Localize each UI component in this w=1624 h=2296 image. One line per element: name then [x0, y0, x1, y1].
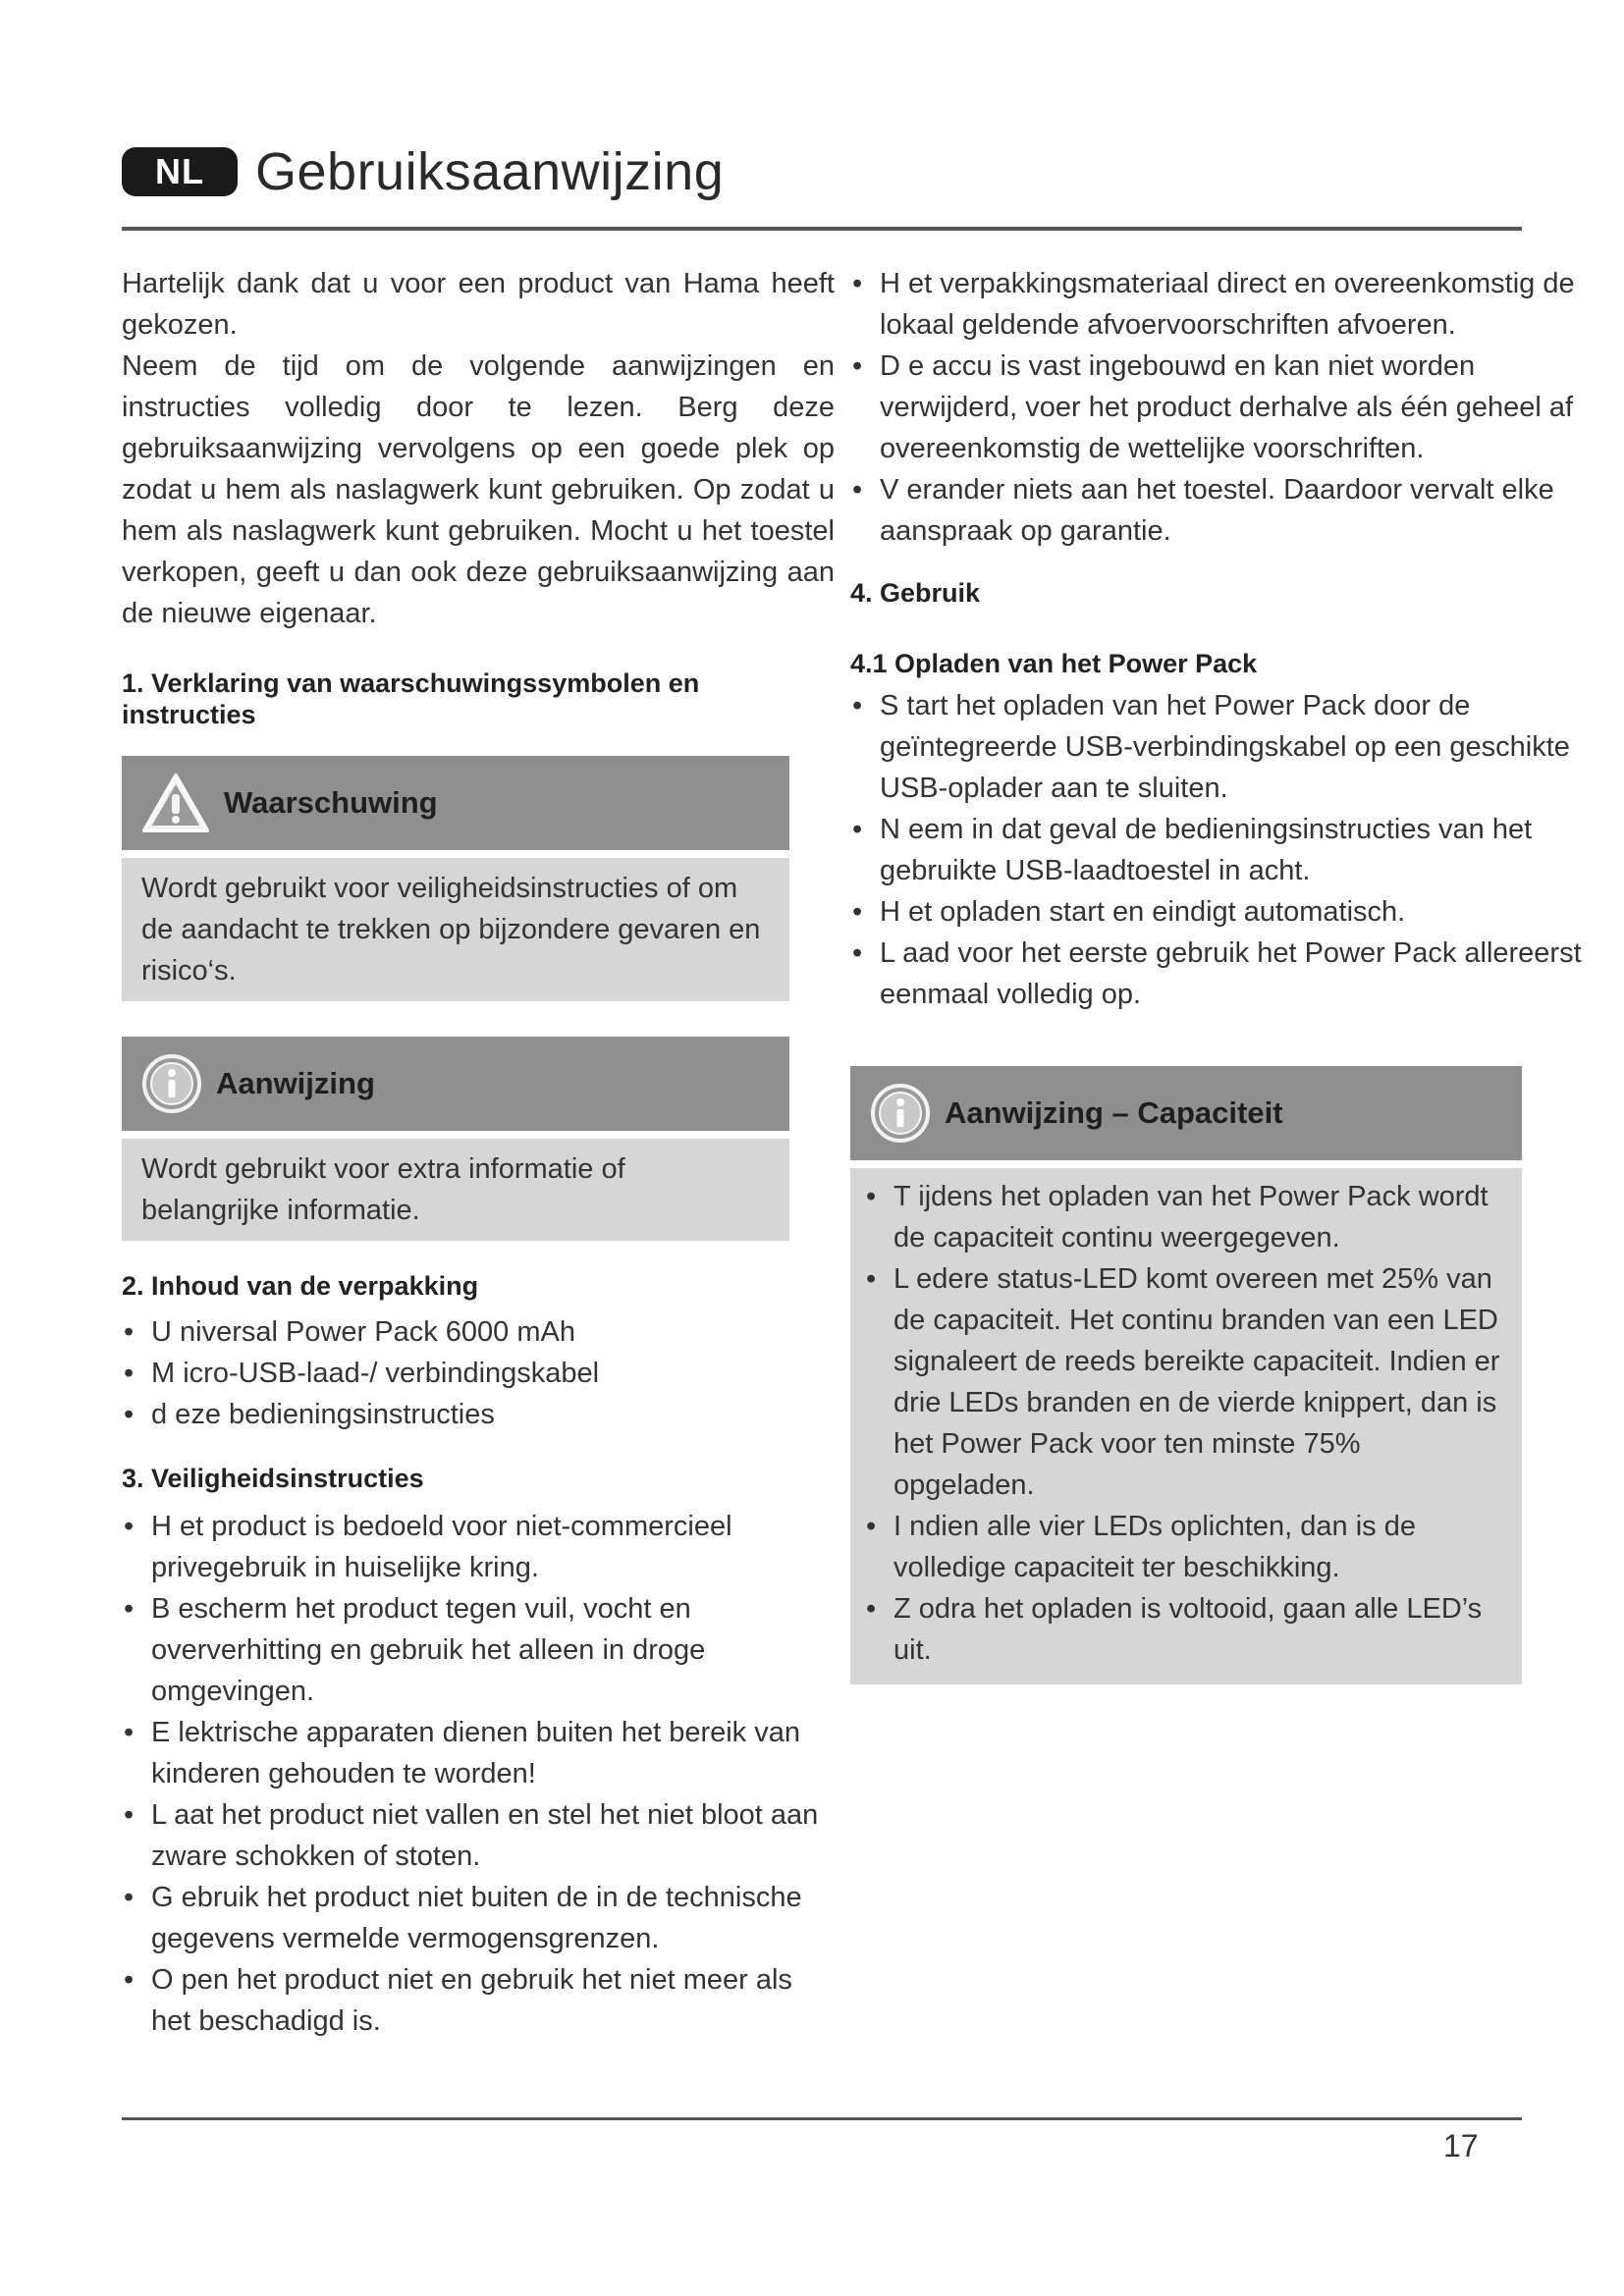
warning-box: [122, 756, 789, 1001]
package-contents-list: [122, 1311, 835, 1435]
right-column: [850, 263, 1587, 1684]
list-item: • B escherm het product tegen vuil, vocht en oververhitting en gebruik het alleen in droge omgevingen.: [122, 1588, 835, 1712]
list-item: • O pen het product niet en gebruik het niet meer als het beschadigd is.: [122, 1959, 835, 2042]
list-item: • d eze bedieningsinstructies: [122, 1394, 835, 1435]
charging-list: [850, 685, 1587, 1015]
note-box-text: Wordt gebruikt voor extra informatie of belangrijke informatie.: [122, 1139, 789, 1241]
list-item: • I ndien alle vier LEDs oplichten, dan is de volledige capaciteit ter beschikking.: [864, 1506, 1508, 1588]
section-4-1-heading: 4.1 Opladen van het Power Pack: [850, 649, 1258, 678]
list-item: • T ijdens het opladen van het Power Pack wordt de capaciteit continu weergegeven.: [864, 1176, 1508, 1258]
capacity-note-body: [850, 1168, 1522, 1684]
note-box-title: Aanwijzing: [216, 1066, 375, 1100]
language-badge: NL: [122, 147, 238, 196]
capacity-list: [864, 1176, 1508, 1671]
intro-paragraph-2: Neem de tijd om de volgende aanwijzingen en instructies volledig door te lezen. Berg deze gebruiksaanwijzing vervolgens op een goede plek op zodat u hem als naslagwerk kunt gebruiken. Op zodat u hem als naslagwerk kunt gebruiken. Mocht u het toestel verkopen, geeft u dan ook deze gebruiksaanwijzing aan de nieuwe eigenaar.: [122, 350, 835, 629]
info-icon: [870, 1083, 931, 1144]
capacity-note-box: [850, 1066, 1522, 1684]
list-item: • H et verpakkingsmateriaal direct en overeenkomstig de lokaal geldende afvoervoorschriften afvoeren.: [850, 263, 1587, 346]
list-item: • L aat het product niet vallen en stel het niet bloot aan zware schokken of stoten.: [122, 1794, 835, 1877]
list-item: • S tart het opladen van het Power Pack door de geïntegreerde USB-verbindingskabel op een geschikte USB-oplader aan te sluiten.: [850, 685, 1587, 809]
warning-box-text: Wordt gebruikt voor veiligheidsinstructies of om de aandacht te trekken op bijzondere gevaren en risico‘s.: [122, 858, 789, 1001]
list-item: • M icro-USB-laad-/ verbindingskabel: [122, 1353, 835, 1394]
list-item: • Z odra het opladen is voltooid, gaan alle LED’s uit.: [864, 1588, 1508, 1671]
list-item: • L aad voor het eerste gebruik het Power Pack allereerst eenmaal volledig op.: [850, 933, 1587, 1015]
list-item: • E lektrische apparaten dienen buiten het bereik van kinderen gehouden te worden!: [122, 1712, 835, 1794]
list-item: • H et opladen start en eindigt automatisch.: [850, 891, 1587, 933]
header-divider: [122, 227, 1522, 231]
list-item: • N eem in dat geval de bedieningsinstructies van het gebruikte USB-laadtoestel in acht.: [850, 809, 1587, 891]
note-box: [122, 1037, 789, 1241]
page-header: [122, 137, 724, 206]
section-3-heading: 3. Veiligheidsinstructies: [122, 1464, 424, 1493]
info-icon: [141, 1053, 202, 1114]
list-item: • H et product is bedoeld voor niet-commercieel privegebruik in huiselijke kring.: [122, 1506, 835, 1588]
list-item: • U niversal Power Pack 6000 mAh: [122, 1311, 835, 1353]
list-item: • D e accu is vast ingebouwd en kan niet worden verwijderd, voer het product derhalve als één geheel af overeenkomstig de wettelijke voorschriften.: [850, 346, 1587, 469]
list-item: • L edere status-LED komt overeen met 25% van de capaciteit. Het continu branden van een LED signaleert de reeds bereikte capaciteit. Indien er drie LEDs branden en de vierde knippert, dan is het Power Pack voor ten minste 75% opgeladen.: [864, 1258, 1508, 1506]
capacity-note-header: [850, 1066, 1522, 1160]
warning-box-title: Waarschuwing: [224, 785, 438, 820]
note-box-header: [122, 1037, 789, 1131]
warning-triangle-icon: [141, 773, 210, 833]
footer-divider: [122, 2117, 1522, 2120]
intro-paragraph-1: Hartelijk dank dat u voor een product van Hama heeft gekozen.: [122, 268, 835, 341]
capacity-note-title: Aanwijzing – Capaciteit: [945, 1095, 1283, 1130]
list-item: • G ebruik het product niet buiten de in de technische gegevens vermelde vermogensgrenzen.: [122, 1877, 835, 1959]
section-1-heading: 1. Verklaring van waarschuwingssymbolen en instructies: [122, 668, 700, 729]
list-item: • V erander niets aan het toestel. Daardoor vervalt elke aanspraak op garantie.: [850, 469, 1587, 552]
section-4-heading: 4. Gebruik: [850, 578, 981, 608]
page-title: Gebruiksaanwijzing: [255, 142, 725, 201]
safety-list-continued: [850, 263, 1587, 552]
warning-box-header: [122, 756, 789, 850]
left-column: [122, 263, 835, 2042]
safety-list: [122, 1506, 835, 2042]
section-2-heading: 2. Inhoud van de verpakking: [122, 1271, 479, 1301]
page-number: 17: [1443, 2128, 1479, 2163]
